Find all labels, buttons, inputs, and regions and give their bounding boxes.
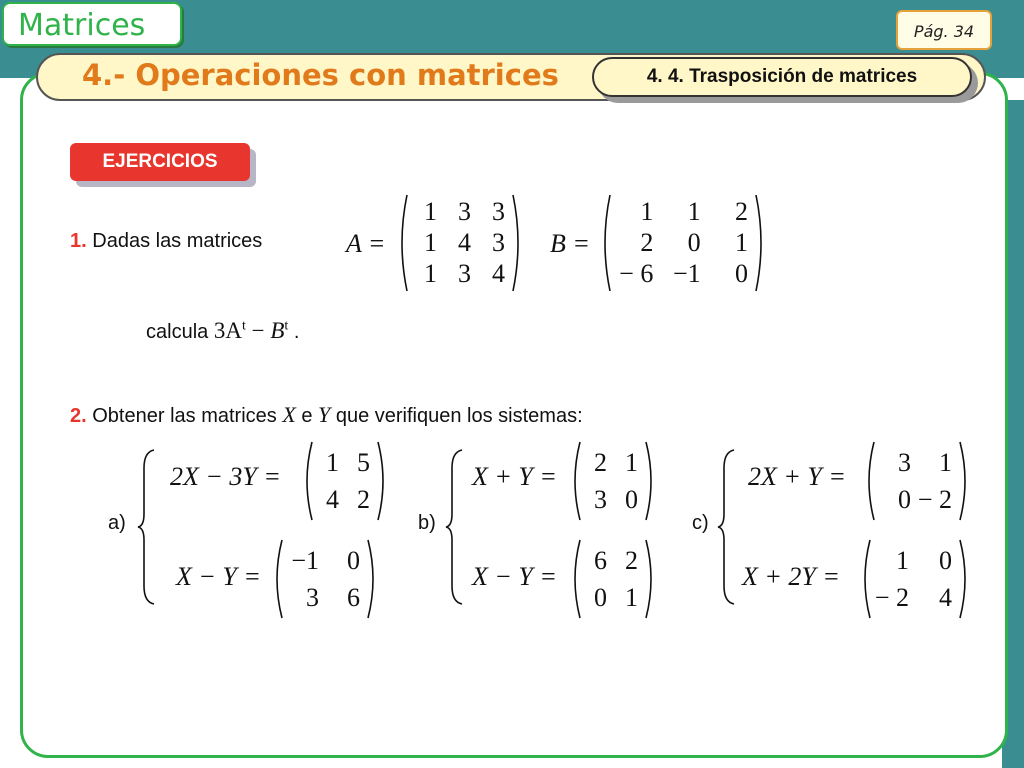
matrix-cell: 1	[326, 447, 339, 477]
calc-sup-a: t	[241, 318, 246, 334]
matrix-cell: 1	[939, 447, 952, 477]
calc-text: calcula	[146, 321, 209, 343]
section-tab[interactable]: Matrices	[2, 2, 182, 46]
exercise-1-calc	[146, 318, 299, 344]
calc-minus: −	[245, 318, 271, 343]
system-b-label: b)	[418, 512, 436, 534]
matrix-cell: 1	[625, 447, 638, 477]
calc-sup-b: t	[284, 318, 289, 334]
exercises-badge: EJERCICIOS	[70, 143, 250, 181]
system-b-eq2: X − Y =	[472, 562, 557, 591]
matrix-cell: 1	[424, 197, 437, 227]
matrix-cell: 1	[896, 545, 909, 575]
exercise-1-text: Dadas las matrices	[92, 230, 263, 252]
matrix-cell: 0	[347, 545, 360, 575]
matrix-cell: 0	[939, 545, 952, 575]
matrix-cell: 3	[594, 484, 607, 514]
calc-end: .	[288, 321, 300, 343]
matrix-cell: − 2	[917, 484, 952, 514]
matrix-cell: 1	[424, 228, 437, 257]
system-c-eq1: 2X + Y =	[748, 462, 846, 491]
system-a-matrix-1	[300, 440, 390, 522]
matrix-cell: 3	[492, 197, 505, 227]
matrix-cell: 2	[357, 484, 370, 514]
matrix-cell: 1	[640, 197, 654, 227]
matrix-b-label: B =	[550, 229, 590, 258]
matrix-cell: 1	[424, 258, 437, 288]
matrix-cell: 6	[594, 545, 607, 575]
matrix-cell: 0	[687, 228, 701, 257]
matrix-cell: 0	[898, 484, 911, 514]
matrix-cell: 4	[458, 228, 471, 257]
exercise-2-and: e	[301, 405, 313, 427]
calc-term-b: B	[270, 318, 285, 343]
system-b-brace	[446, 448, 466, 606]
matrix-cell: 2	[594, 447, 607, 477]
matrix-cell: 3	[492, 228, 505, 257]
matrix-cell: 5	[357, 447, 370, 477]
matrix-cell: 3	[458, 197, 471, 227]
matrix-cell: 0	[734, 258, 748, 288]
system-c-matrix-2	[858, 538, 972, 620]
exercise-2-text-b: que verifiquen los sistemas:	[335, 405, 583, 427]
matrix-cell: 6	[347, 582, 360, 612]
exercise-1-number: 1.	[70, 230, 87, 252]
matrix-cell: 4	[492, 258, 505, 288]
system-a-eq2: X − Y =	[176, 562, 261, 591]
matrix-cell: − 2	[874, 582, 909, 612]
matrix-cell: 0	[625, 484, 638, 514]
system-c-label: c)	[692, 512, 709, 534]
system-c-matrix-1	[862, 440, 972, 522]
matrix-cell: 0	[594, 582, 607, 612]
exercise-2-var-x: X	[282, 402, 296, 427]
matrix-cell: 3	[306, 582, 319, 612]
calc-term-a: 3A	[213, 318, 242, 343]
matrix-cell: 2	[625, 545, 638, 575]
matrix-cell: − 6	[619, 258, 654, 288]
exercise-2-statement	[70, 402, 583, 428]
system-a-brace	[138, 448, 158, 606]
matrix-a-label: A =	[346, 229, 386, 258]
system-c-brace	[718, 448, 738, 606]
matrix-a	[395, 193, 525, 293]
exercise-2-number: 2.	[70, 405, 87, 427]
matrix-cell: 1	[734, 228, 748, 257]
calc-expression	[214, 318, 288, 343]
exercise-2-var-y: Y	[318, 402, 331, 427]
matrix-cell: 1	[687, 197, 701, 227]
system-b-matrix-1	[568, 440, 658, 522]
exercise-1-statement	[70, 230, 262, 253]
system-b-eq1: X + Y =	[472, 462, 557, 491]
system-a-eq1: 2X − 3Y =	[170, 462, 281, 491]
system-a-label: a)	[108, 512, 126, 534]
matrix-cell: 3	[898, 447, 911, 477]
matrix-cell: −1	[291, 545, 319, 575]
exercise-2-text-a: Obtener las matrices	[92, 405, 277, 427]
matrix-b	[598, 193, 768, 293]
system-b-matrix-2	[568, 538, 658, 620]
page-title: 4.- Operaciones con matrices	[82, 58, 559, 92]
system-c-eq2: X + 2Y =	[742, 562, 840, 591]
page-number: Pág. 34	[896, 10, 992, 50]
matrix-cell: 2	[734, 197, 748, 227]
matrix-cell: −1	[672, 258, 701, 288]
system-a-matrix-2	[270, 538, 380, 620]
matrix-cell: 4	[326, 484, 339, 514]
matrix-cell: 3	[458, 258, 471, 288]
matrix-cell: 4	[939, 582, 952, 612]
subsection-title: 4. 4. Trasposición de matrices	[592, 57, 972, 97]
matrix-cell: 2	[640, 228, 654, 257]
matrix-cell: 1	[625, 582, 638, 612]
